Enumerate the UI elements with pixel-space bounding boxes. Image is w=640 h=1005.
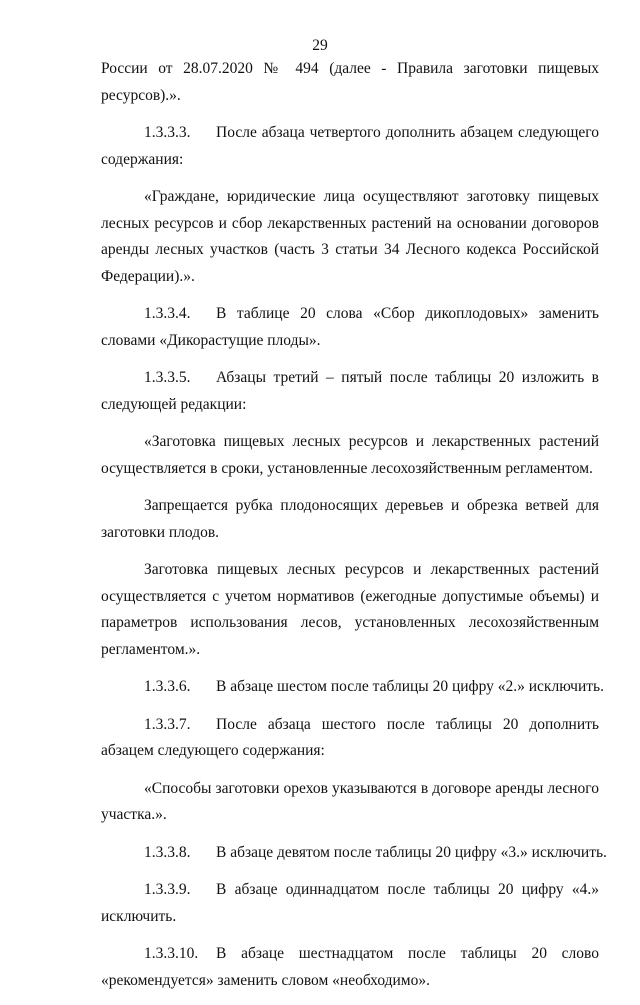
text-line bbox=[101, 840, 607, 867]
clause-number: 1.3.3.8. bbox=[144, 843, 191, 861]
text-line: участка.». bbox=[101, 806, 167, 823]
text-line: абзацем следующего содержания: bbox=[101, 742, 325, 759]
clause-number: 1.3.3.3. bbox=[144, 124, 191, 141]
text-line: следующей редакции: bbox=[101, 395, 247, 413]
clause-number: 1.3.3.7. bbox=[144, 715, 191, 733]
clause-text: В абзаце одиннадцатом после таблицы 20 цифру «4.» bbox=[216, 881, 599, 898]
clause-text: После абзаца четвертого дополнить абзацем следующего bbox=[216, 124, 599, 141]
clause-text: После абзаца шестого после таблицы 20 дополнить bbox=[216, 715, 599, 733]
paragraph-quote-citizens bbox=[101, 184, 599, 290]
paragraph-quote-harvesting-terms bbox=[101, 429, 599, 482]
text-line bbox=[101, 712, 599, 739]
text-line: «Способы заготовки орехов указываются в договоре аренды лесного bbox=[144, 779, 599, 797]
clause-text: В абзаце девятом после таблицы 20 цифру «3.» исключить. bbox=[216, 843, 607, 861]
clause-number: 1.3.3.5. bbox=[144, 369, 191, 386]
text-line: ресурсов).». bbox=[101, 86, 181, 104]
paragraph-harvesting-norms bbox=[101, 557, 599, 663]
text-line: «рекомендуется» заменить словом «необходимо». bbox=[101, 971, 430, 989]
text-line: регламентом.». bbox=[101, 640, 201, 658]
text-line bbox=[101, 877, 599, 904]
text-line bbox=[101, 941, 599, 968]
text-line: исключить. bbox=[101, 907, 177, 925]
paragraph-1-3-3-6 bbox=[101, 674, 604, 701]
text-line: России от 28.07.2020 № 494 (далее - Правила заготовки пищевых bbox=[101, 60, 599, 77]
text-line: заготовки плодов. bbox=[101, 523, 220, 541]
clause-text: В таблице 20 слова «Сбор дикоплодовых» заменить bbox=[216, 305, 599, 322]
text-line bbox=[101, 674, 604, 701]
text-line: содержания: bbox=[101, 150, 184, 168]
paragraph-1-3-3-4 bbox=[101, 301, 599, 354]
text-line: осуществляется в сроки, установленные лесохозяйственным регламентом. bbox=[101, 459, 593, 477]
text-line: Федерации).». bbox=[101, 267, 195, 285]
paragraph-quote-nuts bbox=[101, 776, 599, 829]
page-number: 29 bbox=[312, 37, 328, 54]
text-line bbox=[101, 365, 599, 392]
paragraph-prohibition bbox=[101, 493, 599, 546]
text-line: осуществляется с учетом нормативов (ежегодные допустимые объемы) и bbox=[101, 587, 599, 605]
paragraph-1-3-3-7 bbox=[101, 712, 599, 765]
clause-number: 1.3.3.4. bbox=[144, 305, 191, 322]
text-line: параметров использования лесов, установленных лесохозяйственным bbox=[101, 614, 599, 631]
text-line: Запрещается рубка плодоносящих деревьев и обрезка ветвей для bbox=[144, 497, 599, 514]
paragraph-1-3-3-3 bbox=[101, 120, 599, 173]
text-line: «Граждане, юридические лица осуществляют заготовку пищевых bbox=[144, 188, 599, 205]
paragraph-1-3-3-5 bbox=[101, 365, 599, 418]
text-line bbox=[101, 301, 599, 328]
clause-number: 1.3.3.6. bbox=[144, 678, 191, 695]
text-line bbox=[101, 120, 599, 147]
text-line: лесных ресурсов и сбор лекарственных растений на основании договоров bbox=[101, 214, 599, 232]
paragraph-1-3-3-10 bbox=[101, 941, 599, 994]
document-body bbox=[101, 56, 607, 1005]
clause-number: 1.3.3.10. bbox=[144, 945, 199, 962]
clause-text: В абзаце шестнадцатом после таблицы 20 слово bbox=[216, 945, 599, 962]
text-line: аренды лесных участков (часть 3 статьи 34 Лесного кодекса Российской bbox=[101, 241, 599, 258]
clause-number: 1.3.3.9. bbox=[144, 881, 191, 898]
paragraph-1-3-3-8 bbox=[101, 840, 607, 867]
paragraph-continuation bbox=[101, 56, 599, 109]
text-line: Заготовка пищевых лесных ресурсов и лекарственных растений bbox=[144, 561, 599, 578]
text-line: словами «Дикорастущие плоды». bbox=[101, 331, 321, 349]
text-line: «Заготовка пищевых лесных ресурсов и лекарственных растений bbox=[144, 433, 599, 450]
clause-text: Абзацы третий – пятый после таблицы 20 изложить в bbox=[216, 369, 599, 386]
clause-text: В абзаце шестом после таблицы 20 цифру «2.» исключить. bbox=[216, 678, 604, 695]
paragraph-1-3-3-9 bbox=[101, 877, 599, 930]
